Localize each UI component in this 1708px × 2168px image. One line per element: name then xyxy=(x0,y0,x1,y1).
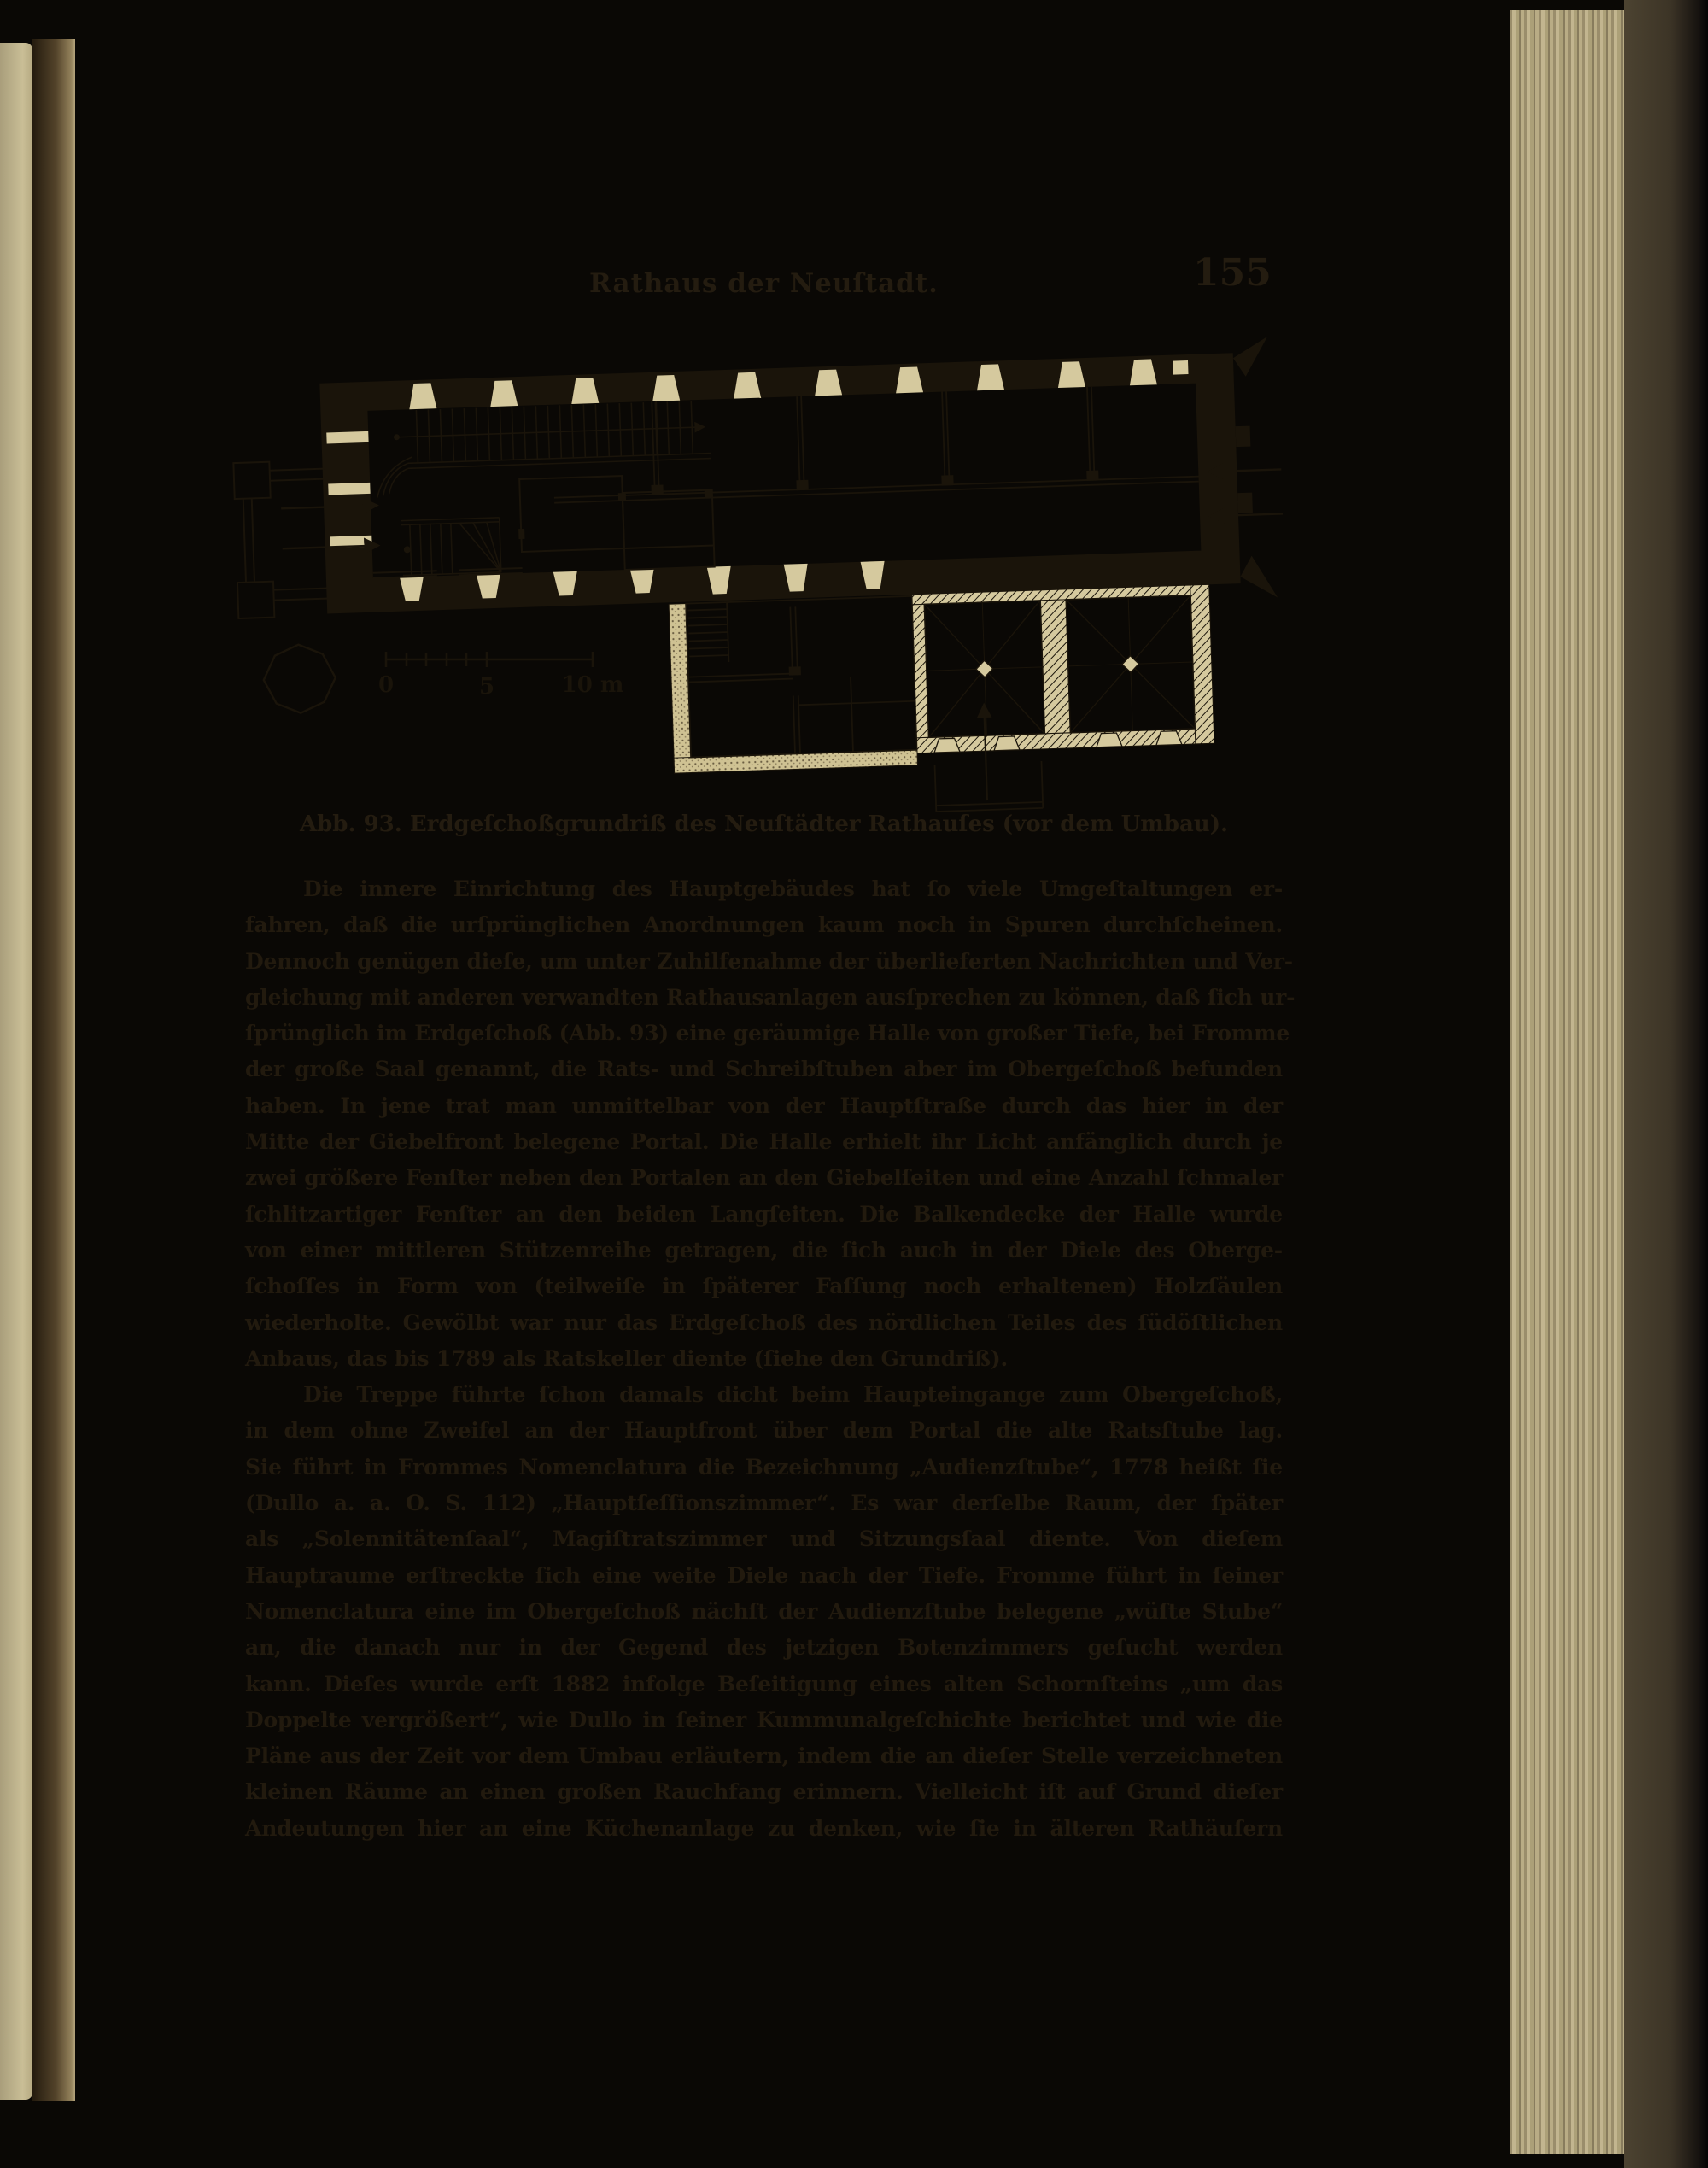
text-line: Pläne aus der Zeit vor dem Umbau erläutern, indem die an dieſer Stelle verzeichneten xyxy=(245,1743,1283,1769)
text-line: wiederholte. Gewölbt war nur das Erdgeſchoß des nördlichen Teiles des ſüdöſtlichen xyxy=(245,1310,1283,1335)
text-line: an, die danach nur in der Gegend des jetzigen Botenzimmers geſucht werden xyxy=(245,1635,1283,1661)
winder-stair xyxy=(401,518,501,576)
scale-bar xyxy=(378,652,623,700)
main-building-walls xyxy=(319,353,1240,613)
figure-caption: Abb. 93. Erdgeſchoßgrundriß des Neuſtädter Rathauſes (vor dem Umbau). xyxy=(299,812,1229,837)
text-line: zwei größere Fenſter neben den Portalen an den Giebelſeiten und eine Anzahl ſchmaler xyxy=(245,1165,1283,1191)
text-line: Anbaus, das bis 1789 als Ratskeller diente (ſiehe den Grundriß). xyxy=(245,1345,1009,1371)
text-line: ſchoſſes in Form von (teilweiſe in ſpäterer Faſſung noch erhaltenen) Holzſäulen xyxy=(245,1274,1283,1299)
annex-porch xyxy=(933,703,1043,812)
west-porch xyxy=(233,460,329,618)
text-line: ſchlitzartiger Fenſter an den beiden Langſeiten. Die Balkendecke der Halle wurde xyxy=(245,1201,1283,1227)
building-plan xyxy=(231,337,1291,835)
scale-label-10m: 10 m xyxy=(561,672,624,698)
text-line: Doppelte vergrößert“, wie Dullo in ſeiner Kummunalgeſchichte berichtet und wie die xyxy=(245,1707,1283,1732)
page-number: 155 xyxy=(1193,251,1272,295)
text-line: gleichung mit anderen verwandten Rathausanlagen ausſprechen zu können, daß ſich ur- xyxy=(245,984,1296,1010)
text-line: der große Saal genannt, die Rats- und Schreibſtuben aber im Obergeſchoß befunden xyxy=(245,1057,1283,1082)
book-gutter-shadow xyxy=(32,39,75,2101)
vaulted-cellar xyxy=(912,584,1214,753)
paragraph-1 xyxy=(245,871,1296,1377)
text-line: Dennoch genügen dieſe, um unter Zuhilfenahme der überlieferten Nachrichten und Ver- xyxy=(245,948,1293,974)
text-line: Nomenclatura eine im Obergeſchoß nächſt der Audienzſtube belegene „wüſte Stube“ xyxy=(245,1598,1283,1624)
paragraph-2 xyxy=(245,1377,1283,1847)
text-line: Die innere Einrichtung des Hauptgebäudes hat ſo viele Umgeſtaltungen er- xyxy=(303,876,1283,901)
page-header xyxy=(245,251,1283,313)
floor-plan-figure xyxy=(155,318,1291,841)
text-line: kann. Dieſes wurde erſt 1882 infolge Beſeitigung eines alten Schornſteins „um das xyxy=(245,1671,1283,1696)
body-text xyxy=(245,871,1296,1847)
octagon-well xyxy=(262,643,336,714)
text-line: Mitte der Giebelfront belegene Portal. Die Halle erhielt ihr Licht anfänglich durch je xyxy=(245,1129,1283,1155)
text-line: in dem ohne Zweifel an der Hauptfront über dem Portal die alte Ratsſtube lag. xyxy=(245,1418,1283,1444)
book-fore-edge-pages xyxy=(1510,10,1626,2154)
text-line: Sie führt in Frommes Nomenclatura die Bezeichnung „Audienzſtube“, 1778 heißt ſie xyxy=(245,1454,1283,1480)
text-line: als „Solennitätenſaal“, Magiſtratszimmer und Sitzungsſaal diente. Von dieſem xyxy=(245,1526,1283,1552)
previous-page-edge xyxy=(0,43,32,2100)
text-line: Andeutungen hier an eine Küchenanlage zu denken, wie ſie in älteren Rathäuſern xyxy=(245,1815,1283,1841)
annex xyxy=(669,584,1216,820)
text-line: kleinen Räume an einen großen Rauchfang erinnern. Vielleicht iſt auf Grund dieſer xyxy=(245,1779,1283,1805)
text-line: (Dullo a. a. O. S. 112) „Hauptſeſſionszimmer“. Es war derſelbe Raum, der ſpäter xyxy=(245,1491,1283,1516)
book-page xyxy=(75,46,1510,2105)
text-line: von einer mittleren Stützenreihe getragen, die ſich auch in der Diele des Oberge- xyxy=(245,1237,1283,1263)
running-title: Rathaus der Neuſtadt. xyxy=(589,268,939,299)
text-line: fahren, daß die urſprünglichen Anordnungen kaum noch in Spuren durchſcheinen. xyxy=(245,912,1283,938)
scale-label-5: 5 xyxy=(478,674,495,700)
text-line: haben. In jene trat man unmittelbar von der Hauptſtraße durch das hier in der xyxy=(245,1093,1283,1118)
main-staircase xyxy=(374,401,711,498)
book-cover-edge xyxy=(1624,0,1708,2168)
text-line: ſprünglich im Erdgeſchoß (Abb. 93) eine geräumige Halle von großer Tiefe, bei Fromme xyxy=(245,1021,1290,1046)
text-line: Hauptraume erſtreckte ſich eine weite Diele nach der Tiefe. Fromme führt in ſeiner xyxy=(245,1562,1283,1588)
scale-label-0: 0 xyxy=(377,672,395,698)
text-line: Die Treppe führte ſchon damals dicht beim Haupteingange zum Obergeſchoß, xyxy=(303,1382,1283,1408)
